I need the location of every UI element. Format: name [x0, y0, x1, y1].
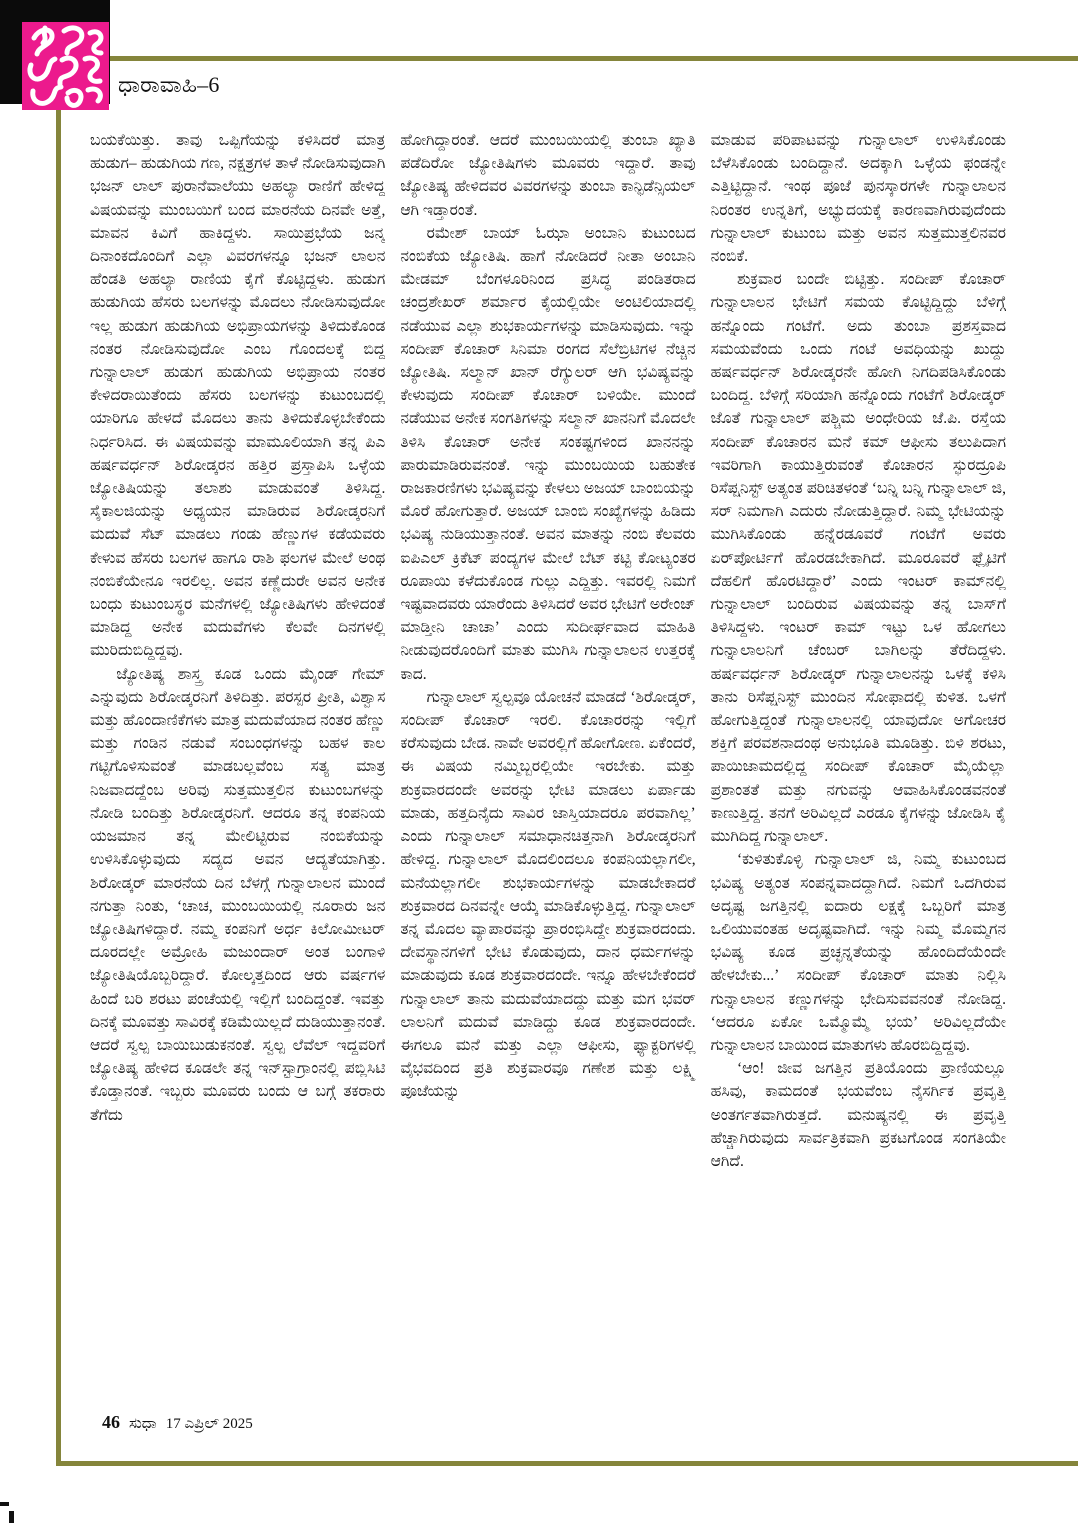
magazine-logo-squiggle-icon	[22, 22, 109, 110]
text-column-1	[90, 129, 385, 1393]
issue-date: 17 ಎಪ್ರಿಲ್ 2025	[165, 1416, 253, 1432]
article-body	[90, 129, 1006, 1393]
frame-top-rule	[56, 56, 1078, 61]
crop-mark	[9, 1511, 14, 1523]
series-title: ಧಾರಾವಾಹಿ–6	[118, 72, 220, 97]
paragraph: ರಮೇಶ್ ಬಾಯ್ ಓಝಾ ಅಂಬಾನಿ ಕುಟುಂಬದ ನಂಬಿಕೆಯ ಜ್ಯೋತಿಷಿ. ಹಾಗೆ ನೋಡಿದರೆ ನೀತಾ ಅಂಬಾನಿ ಮೇಡಮ್ ಬೆಂಗಳೂರಿನಿಂದ ಪ್ರಸಿದ್ಧ ಪಂಡಿತರಾದ ಚಂದ್ರಶೇಖರ್ ಶರ್ಮಾರ ಕೈಯಲ್ಲಿಯೇ ಅಂಟಿಲಿಯಾದಲ್ಲಿ ನಡೆಯುವ ಎಲ್ಲಾ ಶುಭಕಾರ್ಯಗಳನ್ನು ಮಾಡಿಸುವುದು. ಇನ್ನು ಸಂದೀಪ್ ಕೊಚಾರ್ ಸಿನಿಮಾ ರಂಗದ ಸೆಲೆಬ್ರಿಟಿಗಳ ನೆಚ್ಚಿನ ಜ್ಯೋತಿಷಿ. ಸಲ್ಮಾನ್ ಖಾನ್ ರೆಗ್ಯುಲರ್ ಆಗಿ ಭವಿಷ್ಯವನ್ನು ಕೇಳುವುದು ಸಂದೀಪ್ ಕೊಚಾರ್ ಬಳಿಯೇ. ಮುಂದೆ ನಡೆಯುವ ಅನೇಕ ಸಂಗತಿಗಳನ್ನು ಸಲ್ಮಾನ್ ಖಾನನಿಗೆ ಮೊದಲೇ ತಿಳಿಸಿ ಕೊಚಾರ್ ಅನೇಕ ಸಂಕಷ್ಟಗಳಿಂದ ಖಾನನನ್ನು ಪಾರುಮಾಡಿರುವನಂತೆ. ಇನ್ನು ಮುಂಬಯಿಯ ಬಹುತೇಕ ರಾಜಕಾರಣಿಗಳು ಭವಿಷ್ಯವನ್ನು ಕೇಳಲು ಅಜಯ್ ಬಾಂಬಿಯನ್ನು ಮೊರೆ ಹೋಗುತ್ತಾರೆ. ಅಜಯ್ ಬಾಂಬಿ ಸಂಖ್ಯೆಗಳನ್ನು ಹಿಡಿದು ಭವಿಷ್ಯ ನುಡಿಯುತ್ತಾನಂತೆ. ಅವನ ಮಾತನ್ನು ನಂಬಿ ಕೆಲವರು ಐಪಿಎಲ್ ಕ್ರಿಕೆಟ್ ಪಂದ್ಯಗಳ ಮೇಲೆ ಬೆಟ್ ಕಟ್ಟಿ ಕೋಟ್ಯಂತರ ರೂಪಾಯಿ ಕಳೆದುಕೊಂಡ ಗುಲ್ಲು ಎದ್ದಿತ್ತು. ಇವರಲ್ಲಿ ನಿಮಗೆ ಇಷ್ಟವಾದವರು ಯಾರೆಂದು ತಿಳಿಸಿದರೆ ಅವರ ಭೇಟಿಗೆ ಅರೇಂಜ್ ಮಾಡ್ತೀನಿ ಚಾಚಾ’ ಎಂದು ಸುದೀರ್ಘವಾದ ಮಾಹಿತಿ ನೀಡುವುದರೊಂದಿಗೆ ಮಾತು ಮುಗಿಸಿ ಗುನ್ನಾಲಾಲನ ಉತ್ತರಕ್ಕೆ ಕಾದ.	[400, 224, 696, 683]
paragraph: ಹೋಗಿದ್ದಾರಂತೆ. ಆದರೆ ಮುಂಬಯಿಯಲ್ಲಿ ತುಂಬಾ ಖ್ಯಾತಿ ಪಡೆದಿರೋ ಜ್ಯೋತಿಷಿಗಳು ಮೂವರು ಇದ್ದಾರೆ. ತಾವು ಜ್ಯೋತಿಷ್ಯ ಹೇಳಿದವರ ವಿವರಗಳನ್ನು ತುಂಬಾ ಕಾನ್ಫಿಡೆನ್ಸಿಯಲ್ ಆಗಿ ಇಡ್ತಾರಂತೆ.	[400, 132, 696, 219]
paragraph: ಬಯಕೆಯಿತ್ತು. ತಾವು ಒಪ್ಪಿಗೆಯನ್ನು ಕಳಿಸಿದರೆ ಮಾತ್ರ ಹುಡುಗ– ಹುಡುಗಿಯ ಗಣ, ನಕ್ಷತ್ರಗಳ ತಾಳೆ ನೋಡಿಸುವುದಾಗಿ ಭಜನ್ ಲಾಲ್ ಪುರಾನೆವಾಲೆಯು ಅಹಲ್ಯಾ ರಾಣಿಗೆ ಹೇಳಿದ್ದ ವಿಷಯವನ್ನು ಮುಂಬಯಿಗೆ ಬಂದ ಮಾರನೆಯ ದಿನವೇ ಅತ್ತೆ, ಮಾವನ ಕಿವಿಗೆ ಹಾಕಿದ್ದಳು. ಸಾಯಿಪ್ರಭೆಯ ಜನ್ಮ ದಿನಾಂಕದೊಂದಿಗೆ ಎಲ್ಲಾ ವಿವರಗಳನ್ನೂ ಭಜನ್ ಲಾಲನ ಹೆಂಡತಿ ಅಹಲ್ಯಾ ರಾಣಿಯ ಕೈಗೆ ಕೊಟ್ಟಿದ್ದಳು. ಹುಡುಗ ಹುಡುಗಿಯ ಹೆಸರು ಬಲಗಳನ್ನು ಮೊದಲು ನೋಡಿಸುವುದೋ ಇಲ್ಲ ಹುಡುಗ ಹುಡುಗಿಯ ಅಭಿಪ್ರಾಯಗಳನ್ನು ತಿಳಿದುಕೊಂಡ ನಂತರ ನೋಡಿಸುವುದೋ ಎಂಬ ಗೊಂದಲಕ್ಕೆ ಬಿದ್ದ ಗುನ್ನಾಲಾಲ್ ಹುಡುಗ ಹುಡುಗಿಯ ಅಭಿಪ್ರಾಯ ನಂತರ ಕೇಳಿದರಾಯಿತೆಂದು ಹೆಸರು ಬಲಗಳನ್ನು ಕುಟುಂಬದಲ್ಲಿ ಯಾರಿಗೂ ಹೇಳದೆ ಮೊದಲು ತಾನು ತಿಳಿದುಕೊಳ್ಳಬೇಕೆಂದು ನಿರ್ಧರಿಸಿದ. ಈ ವಿಷಯವನ್ನು ಮಾಮೂಲಿಯಾಗಿ ತನ್ನ ಪಿಎ ಹರ್ಷವರ್ಧನ್ ಶಿರೋಡ್ಕರನ ಹತ್ತಿರ ಪ್ರಸ್ತಾಪಿಸಿ ಒಳ್ಳೆಯ ಜ್ಯೋತಿಷಿಯನ್ನು ತಲಾಶು ಮಾಡುವಂತೆ ತಿಳಿಸಿದ್ದ. ಸೈಕಾಲಜಿಯನ್ನು ಅಧ್ಯಯನ ಮಾಡಿರುವ ಶಿರೋಡ್ಕರನಿಗೆ ಮದುವೆ ಸೆಟ್ ಮಾಡಲು ಗಂಡು ಹೆಣ್ಣುಗಳ ಕಡೆಯವರು ಕೇಳುವ ಹೆಸರು ಬಲಗಳ ಹಾಗೂ ರಾಶಿ ಫಲಗಳ ಮೇಲೆ ಅಂಥ ನಂಬಿಕೆಯೇನೂ ಇರಲಿಲ್ಲ. ಅವನ ಕಣ್ಣೆದುರೇ ಅವನ ಅನೇಕ ಬಂಧು ಕುಟುಂಬಸ್ಥರ ಮನೆಗಳಲ್ಲಿ ಜ್ಯೋತಿಷಿಗಳು ಹೇಳಿದಂತೆ ಮಾಡಿದ್ದ ಅನೇಕ ಮದುವೆಗಳು ಕೆಲವೇ ದಿನಗಳಲ್ಲಿ ಮುರಿದುಬಿದ್ದಿದ್ದವು.	[90, 132, 386, 660]
paragraph: ಶುಕ್ರವಾರ ಬಂದೇ ಬಿಟ್ಟಿತ್ತು. ಸಂದೀಪ್ ಕೊಚಾರ್ ಗುನ್ನಾಲಾಲನ ಭೇಟಿಗೆ ಸಮಯ ಕೊಟ್ಟಿದ್ದಿದ್ದು ಬೆಳಿಗ್ಗೆ ಹನ್ನೊಂದು ಗಂಟೆಗೆ. ಅದು ತುಂಬಾ ಪ್ರಶಸ್ತವಾದ ಸಮಯವೆಂದು ಒಂದು ಗಂಟೆ ಅವಧಿಯನ್ನು ಖುದ್ದು ಹರ್ಷವರ್ಧನ್ ಶಿರೋಡ್ಕರನೇ ಹೋಗಿ ನಿಗದಿಪಡಿಸಿಕೊಂಡು ಬಂದಿದ್ದ. ಬೆಳಿಗ್ಗೆ ಸರಿಯಾಗಿ ಹನ್ನೊಂದು ಗಂಟೆಗೆ ಶಿರೋಡ್ಕರ್ ಜೊತೆ ಗುನ್ನಾಲಾಲ್ ಪಶ್ಚಿಮ ಅಂಧೇರಿಯ ಜೆ.ಪಿ. ರಸ್ತೆಯ ಸಂದೀಪ್ ಕೊಚಾರನ ಮನೆ ಕಮ್ ಆಫೀಸು ತಲುಪಿದಾಗ ಇವರಿಗಾಗಿ ಕಾಯುತ್ತಿರುವಂತೆ ಕೊಚಾರನ ಸ್ಫುರದ್ರೂಪಿ ರಿಸೆಪ್ಷನಿಸ್ಟ್ ಅತ್ಯಂತ ಪರಿಚಿತಳಂತೆ ‘ಬನ್ನಿ ಬನ್ನಿ ಗುನ್ನಾಲಾಲ್ ಜಿ, ಸರ್ ನಿಮಗಾಗಿ ಎದುರು ನೋಡುತ್ತಿದ್ದಾರೆ. ನಿಮ್ಮ ಭೇಟಿಯನ್ನು ಮುಗಿಸಿಕೊಂಡು ಹನ್ನೆರಡೂವರೆ ಗಂಟೆಗೆ ಅವರು ಏರ್‌ಪೋರ್ಟಿಗೆ ಹೊರಡಬೇಕಾಗಿದೆ. ಮೂರೂವರೆ ಫ್ಲೈಟಿಗೆ ದೆಹಲಿಗೆ ಹೊರಟಿದ್ದಾರೆ’ ಎಂದು ಇಂಟರ್ ಕಾಮ್‌ನಲ್ಲಿ ಗುನ್ನಾಲಾಲ್ ಬಂದಿರುವ ವಿಷಯವನ್ನು ತನ್ನ ಬಾಸ್‌ಗೆ ತಿಳಿಸಿದ್ದಳು. ಇಂಟರ್ ಕಾಮ್ ಇಟ್ಟು ಒಳ ಹೋಗಲು ಗುನ್ನಾಲಾಲನಿಗೆ ಚೆಂಬರ್ ಬಾಗಿಲನ್ನು ತೆರೆದಿದ್ದಳು. ಹರ್ಷವರ್ಧನ್ ಶಿರೋಡ್ಕರ್ ಗುನ್ನಾಲಾಲನನ್ನು ಒಳಕ್ಕೆ ಕಳಿಸಿ ತಾನು ರಿಸೆಪ್ಷನಿಸ್ಟ್ ಮುಂದಿನ ಸೋಫಾದಲ್ಲಿ ಕುಳಿತ. ಒಳಗೆ ಹೋಗುತ್ತಿದ್ದಂತೆ ಗುನ್ನಾಲಾಲನಲ್ಲಿ ಯಾವುದೋ ಅಗೋಚರ ಶಕ್ತಿಗೆ ಪರವಶನಾದಂಥ ಅನುಭೂತಿ ಮೂಡಿತ್ತು. ಬಿಳಿ ಶರಟು, ಪಾಯಿಜಾಮದಲ್ಲಿದ್ದ ಸಂದೀಪ್ ಕೊಚಾರ್ ಮೈಯೆಲ್ಲಾ ಪ್ರಶಾಂತತೆ ಮತ್ತು ನಗುವನ್ನು ಆವಾಹಿಸಿಕೊಂಡವನಂತೆ ಕಾಣುತ್ತಿದ್ದ. ತನಗೆ ಅರಿವಿಲ್ಲದೆ ಎರಡೂ ಕೈಗಳನ್ನು ಜೋಡಿಸಿ ಕೈ ಮುಗಿದಿದ್ದ ಗುನ್ನಾಲಾಲ್.	[710, 271, 1006, 846]
text-column-2	[400, 129, 695, 1393]
frame-left-rule	[56, 56, 61, 1466]
page-footer	[102, 1412, 253, 1433]
paragraph: ಜ್ಯೋತಿಷ್ಯ ಶಾಸ್ತ್ರ ಕೂಡ ಒಂದು ಮೈಂಡ್ ಗೇಮ್ ಎನ್ನುವುದು ಶಿರೋಡ್ಕರನಿಗೆ ತಿಳಿದಿತ್ತು. ಪರಸ್ಪರ ಪ್ರೀತಿ, ವಿಶ್ವಾಸ ಮತ್ತು ಹೊಂದಾಣಿಕೆಗಳು ಮಾತ್ರ ಮದುವೆಯಾದ ನಂತರ ಹೆಣ್ಣು ಮತ್ತು ಗಂಡಿನ ನಡುವೆ ಸಂಬಂಧಗಳನ್ನು ಬಹಳ ಕಾಲ ಗಟ್ಟಿಗೊಳಿಸುವಂತೆ ಮಾಡಬಲ್ಲವೆಂಬ ಸತ್ಯ ಮಾತ್ರ ನಿಜವಾದದ್ದೆಂಬ ಅರಿವು ಸುತ್ತಮುತ್ತಲಿನ ಕುಟುಂಬಗಳನ್ನು ನೋಡಿ ಬಂದಿತ್ತು ಶಿರೋಡ್ಕರನಿಗೆ. ಆದರೂ ತನ್ನ ಕಂಪನಿಯ ಯಜಮಾನ ತನ್ನ ಮೇಲಿಟ್ಟಿರುವ ನಂಬಿಕೆಯನ್ನು ಉಳಿಸಿಕೊಳ್ಳುವುದು ಸದ್ಯದ ಅವನ ಆದ್ಯತೆಯಾಗಿತ್ತು. ಶಿರೋಡ್ಕರ್ ಮಾರನೆಯ ದಿನ ಬೆಳಗ್ಗೆ ಗುನ್ನಾಲಾಲನ ಮುಂದೆ ನಗುತ್ತಾ ನಿಂತು, ‘ಚಾಚ, ಮುಂಬಯಿಯಲ್ಲಿ ನೂರಾರು ಜನ ಜ್ಯೋತಿಷಿಗಳಿದ್ದಾರೆ. ನಮ್ಮ ಕಂಪನಿಗೆ ಅರ್ಧ ಕಿಲೋಮೀಟರ್ ದೂರದಲ್ಲೇ ಅಮ್ರೋಹಿ ಮಜುಂದಾರ್ ಅಂತ ಬಂಗಾಳಿ ಜ್ಯೋತಿಷಿಯೊಬ್ಬರಿದ್ದಾರೆ. ಕೋಲ್ಕತ್ತದಿಂದ ಆರು ವರ್ಷಗಳ ಹಿಂದೆ ಬರಿ ಶರಟು ಪಂಚೆಯಲ್ಲಿ ಇಲ್ಲಿಗೆ ಬಂದಿದ್ದಂತೆ. ಇವತ್ತು ದಿನಕ್ಕೆ ಮೂವತ್ತು ಸಾವಿರಕ್ಕೆ ಕಡಿಮೆಯಿಲ್ಲದೆ ದುಡಿಯುತ್ತಾನಂತೆ. ಆದರೆ ಸ್ವಲ್ಪ ಬಾಯಿಬುಡುಕನಂತೆ. ಸ್ವಲ್ಪ ಲೆವೆಲ್ ಇದ್ದವರಿಗೆ ಜ್ಯೋತಿಷ್ಯ ಹೇಳಿದ ಕೂಡಲೇ ತನ್ನ ಇನ್‌ಸ್ಟಾಗ್ರಾಂನಲ್ಲಿ ಪಬ್ಲಿಸಿಟಿ ಕೊಡ್ತಾನಂತೆ. ಇಬ್ಬರು ಮೂವರು ಬಂದು ಆ ಬಗ್ಗೆ ತಕರಾರು ತೆಗೆದು	[90, 665, 386, 1124]
paragraph: ಮಾಡುವ ಪರಿಪಾಟವನ್ನು ಗುನ್ನಾಲಾಲ್ ಉಳಿಸಿಕೊಂಡು ಬೆಳೆಸಿಕೊಂಡು ಬಂದಿದ್ದಾನೆ. ಅದಕ್ಕಾಗಿ ಒಳ್ಳೆಯ ಫಂಡನ್ನೇ ಎತ್ತಿಟ್ಟಿದ್ದಾನೆ. ಇಂಥ ಪೂಜೆ ಪುನಸ್ಕಾರಗಳೇ ಗುನ್ನಾಲಾಲನ ನಿರಂತರ ಉನ್ನತಿಗೆ, ಅಭ್ಯುದಯಕ್ಕೆ ಕಾರಣವಾಗಿರುವುದೆಂದು ಗುನ್ನಾಲಾಲ್ ಕುಟುಂಬ ಮತ್ತು ಅವನ ಸುತ್ತಮುತ್ತಲಿನವರ ನಂಬಿಕೆ.	[710, 132, 1006, 266]
crop-mark	[0, 1502, 9, 1506]
frame-bottom-rule	[56, 1461, 1078, 1466]
magazine-name: ಸುಧಾ	[129, 1416, 157, 1432]
paragraph: ‘ಆಂ! ಜೀವ ಜಗತ್ತಿನ ಪ್ರತಿಯೊಂದು ಪ್ರಾಣಿಯಲ್ಲೂ ಹಸಿವು, ಕಾಮದಂತೆ ಭಯವೆಂಬ ನೈಸರ್ಗಿಕ ಪ್ರವೃತ್ತಿ ಅಂತರ್ಗತವಾಗಿರುತ್ತದೆ. ಮನುಷ್ಯನಲ್ಲಿ ಈ ಪ್ರವೃತ್ತಿ ಹೆಚ್ಚಾಗಿರುವುದು ಸಾರ್ವತ್ರಿಕವಾಗಿ ಪ್ರಕಟಗೊಂಡ ಸಂಗತಿಯೇ ಆಗಿದೆ.	[710, 1060, 1006, 1170]
paragraph: ‘ಕುಳಿತುಕೊಳ್ಳಿ ಗುನ್ನಾಲಾಲ್ ಜಿ, ನಿಮ್ಮ ಕುಟುಂಬದ ಭವಿಷ್ಯ ಅತ್ಯಂತ ಸಂಪನ್ನವಾದದ್ದಾಗಿದೆ. ನಿಮಗೆ ಒದಗಿರುವ ಅದೃಷ್ಟ ಜಗತ್ತಿನಲ್ಲಿ ಐದಾರು ಲಕ್ಷಕ್ಕೆ ಒಬ್ಬರಿಗೆ ಮಾತ್ರ ಒಲಿಯುವಂತಹ ಅದೃಷ್ಟವಾಗಿದೆ. ಇನ್ನು ನಿಮ್ಮ ಮೊಮ್ಮಗನ ಭವಿಷ್ಯ ಕೂಡ ಪ್ರಚ್ಛನ್ನತೆಯನ್ನು ಹೊಂದಿದೆಯೆಂದೇ ಹೇಳಬೇಕು...’ ಸಂದೀಪ್ ಕೊಚಾರ್ ಮಾತು ನಿಲ್ಲಿಸಿ ಗುನ್ನಾಲಾಲನ ಕಣ್ಣುಗಳನ್ನು ಭೇದಿಸುವವನಂತೆ ನೋಡಿದ್ದ. ‘ಆದರೂ ಏಕೋ ಒಮ್ಮೊಮ್ಮೆ ಭಯ’ ಅರಿವಿಲ್ಲದೆಯೇ ಗುನ್ನಾಲಾಲನ ಬಾಯಿಂದ ಮಾತುಗಳು ಹೊರಬಿದ್ದಿದ್ದವು.	[710, 851, 1006, 1054]
paragraph: ಗುನ್ನಾಲಾಲ್ ಸ್ವಲ್ಪವೂ ಯೋಚನೆ ಮಾಡದೆ ‘ಶಿರೋಡ್ಕರ್, ಸಂದೀಪ್ ಕೊಚಾರ್ ಇರಲಿ. ಕೊಚಾರರನ್ನು ಇಲ್ಲಿಗೆ ಕರೆಸುವುದು ಬೇಡ. ನಾವೇ ಅವರಲ್ಲಿಗೆ ಹೋಗೋಣ. ಏಕೆಂದರೆ, ಈ ವಿಷಯ ನಮ್ಮಿಬ್ಬರಲ್ಲಿಯೇ ಇರಬೇಕು. ಮತ್ತು ಶುಕ್ರವಾರದಂದೇ ಅವರನ್ನು ಭೇಟಿ ಮಾಡಲು ಏರ್ಪಾಡು ಮಾಡು, ಹತ್ತದಿನೈದು ಸಾವಿರ ಜಾಸ್ತಿಯಾದರೂ ಪರವಾಗಿಲ್ಲ’ ಎಂದು ಗುನ್ನಾಲಾಲ್ ಸಮಾಧಾನಚಿತ್ತನಾಗಿ ಶಿರೋಡ್ಕರನಿಗೆ ಹೇಳಿದ್ದ. ಗುನ್ನಾಲಾಲ್ ಮೊದಲಿಂದಲೂ ಕಂಪನಿಯಲ್ಲಾಗಲೀ, ಮನೆಯಲ್ಲಾಗಲೀ ಶುಭಕಾರ್ಯಗಳನ್ನು ಮಾಡಬೇಕಾದರೆ ಶುಕ್ರವಾರದ ದಿನವನ್ನೇ ಆಯ್ಕೆ ಮಾಡಿಕೊಳ್ಳುತ್ತಿದ್ದ. ಗುನ್ನಾಲಾಲ್ ತನ್ನ ಮೊದಲ ವ್ಯಾಪಾರವನ್ನು ಪ್ರಾರಂಭಿಸಿದ್ದೇ ಶುಕ್ರವಾರದಂದು. ದೇವಸ್ಥಾನಗಳಿಗೆ ಭೇಟಿ ಕೊಡುವುದು, ದಾನ ಧರ್ಮಗಳನ್ನು ಮಾಡುವುದು ಕೂಡ ಶುಕ್ರವಾರದಂದೇ. ಇನ್ನೂ ಹೇಳಬೇಕೆಂದರೆ ಗುನ್ನಾಲಾಲ್ ತಾನು ಮದುವೆಯಾದದ್ದು ಮತ್ತು ಮಗ ಭವರ್ ಲಾಲನಿಗೆ ಮದುವೆ ಮಾಡಿದ್ದು ಕೂಡ ಶುಕ್ರವಾರದಂದೇ. ಈಗಲೂ ಮನೆ ಮತ್ತು ಎಲ್ಲಾ ಆಫೀಸು, ಫ್ಯಾಕ್ಟರಿಗಳಲ್ಲಿ ವೈಭವದಿಂದ ಪ್ರತಿ ಶುಕ್ರವಾರವೂ ಗಣೇಶ ಮತ್ತು ಲಕ್ಷ್ಮಿ ಪೂಜೆಯನ್ನು	[400, 688, 696, 1101]
text-column-3	[711, 129, 1006, 1393]
page-number: 46	[102, 1412, 120, 1432]
